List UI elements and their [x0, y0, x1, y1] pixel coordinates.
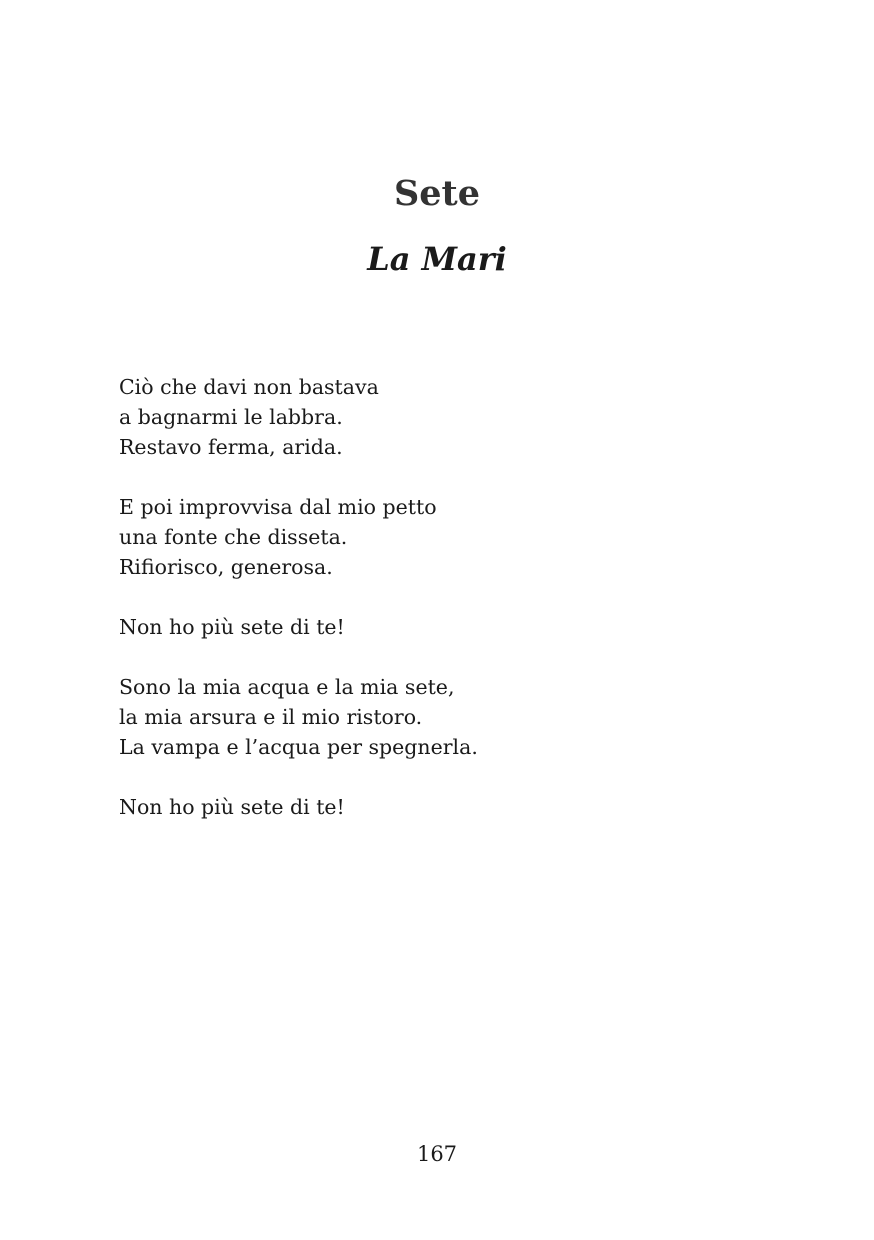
- stanza: [119, 372, 759, 462]
- poem-line: a bagnarmi le labbra.: [119, 405, 343, 429]
- poem-line: Rifiorisco, generosa.: [119, 555, 333, 579]
- poem-refrain: Non ho più sete di te!: [119, 615, 345, 639]
- poem-author: La Mari: [367, 240, 507, 278]
- poem-line: La vampa e l’acqua per spegnerla.: [119, 735, 478, 759]
- stanza: [119, 492, 759, 582]
- poem-line: E poi improvvisa dal mio petto: [119, 495, 437, 519]
- poem-title: Sete: [394, 173, 480, 214]
- poem-line: Ciò che davi non bastava: [119, 375, 379, 399]
- poem-line: una fonte che disseta.: [119, 525, 348, 549]
- stanza: [119, 672, 759, 762]
- stanza: [119, 792, 759, 822]
- poem-refrain: Non ho più sete di te!: [119, 795, 345, 819]
- poem-line: la mia arsura e il mio ristoro.: [119, 705, 423, 729]
- poem-line: Restavo ferma, arida.: [119, 435, 343, 459]
- poem-body: [119, 372, 759, 852]
- stanza: [119, 612, 759, 642]
- page-number: 167: [416, 1142, 458, 1166]
- poem-line: Sono la mia acqua e la mia sete,: [119, 675, 455, 699]
